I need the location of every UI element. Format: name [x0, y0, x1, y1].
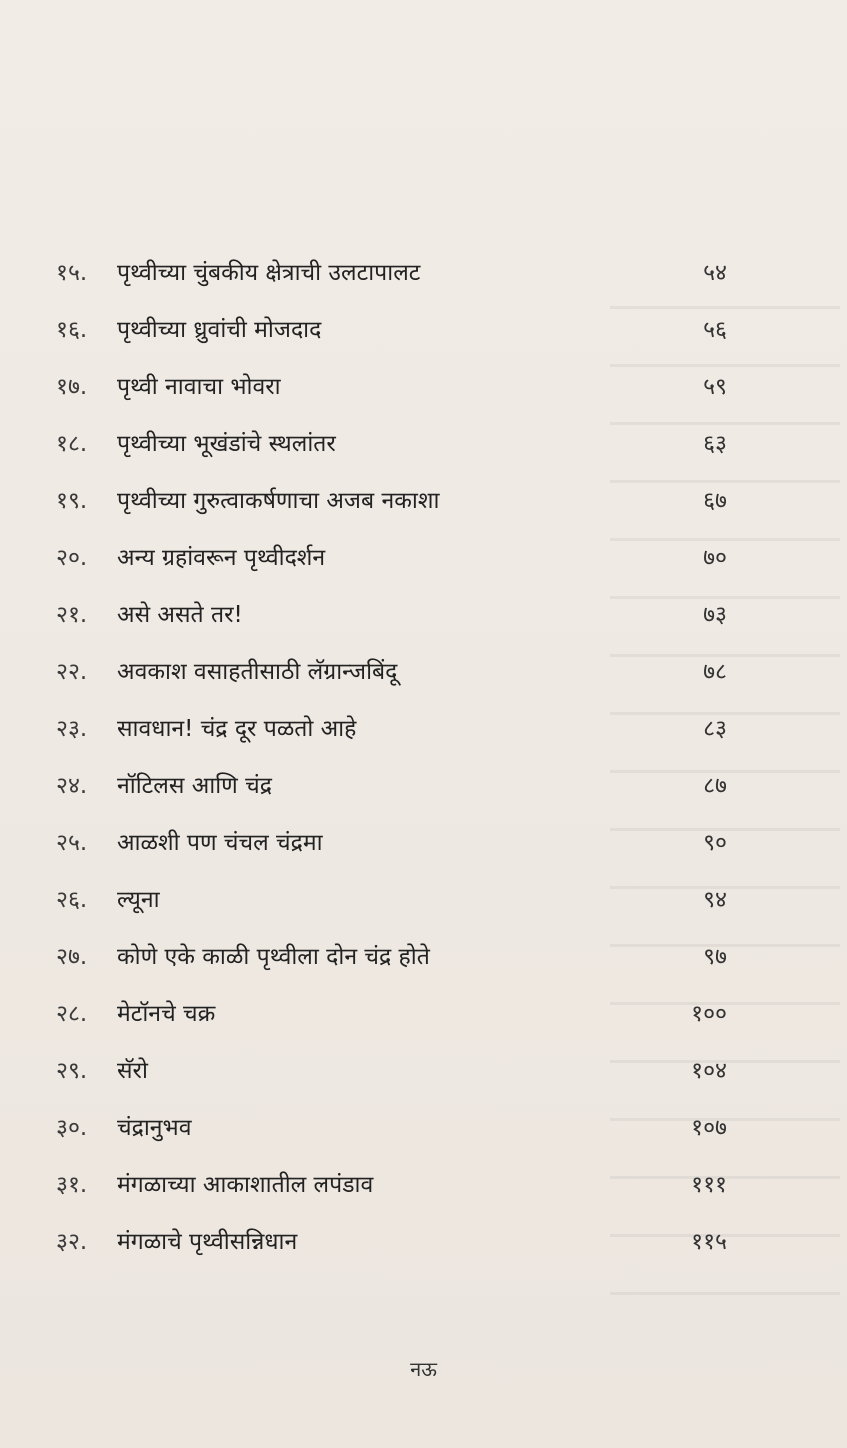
- toc-entry-page: ५४: [703, 260, 727, 286]
- toc-entry-title: आळशी पण चंचल चंद्रमा: [117, 830, 323, 856]
- toc-entry-page: ११५: [691, 1229, 727, 1255]
- toc-entry-page: ५९: [703, 374, 727, 400]
- toc-entry-page: ७८: [703, 659, 727, 685]
- toc-entry: [0, 872, 847, 929]
- toc-entry-number: २२.: [56, 659, 88, 685]
- toc-entry-page: १००: [691, 1001, 727, 1027]
- toc-entry: [0, 416, 847, 473]
- toc-entry-page: ७३: [703, 602, 727, 628]
- toc-entry: [0, 758, 847, 815]
- toc-entry: [0, 1043, 847, 1100]
- toc-entry-page: ९७: [703, 944, 727, 970]
- toc-entry-number: २५.: [56, 830, 88, 856]
- toc-entry-title: पृथ्वीच्या ध्रुवांची मोजदाद: [117, 317, 322, 343]
- toc-entry-number: २९.: [56, 1058, 88, 1084]
- toc-entry: [0, 929, 847, 986]
- toc-entry-title: असे असते तर!: [117, 602, 243, 628]
- toc-entry-page: ६७: [703, 488, 727, 514]
- toc-entry: [0, 587, 847, 644]
- toc-entry-number: २८.: [56, 1001, 88, 1027]
- toc-entry-page: ५६: [703, 317, 727, 343]
- toc-entry: [0, 644, 847, 701]
- toc-entry-page: ९४: [703, 887, 727, 913]
- toc-entry-page: १११: [691, 1172, 727, 1198]
- toc-entry-number: ३२.: [56, 1229, 88, 1255]
- toc-entry: [0, 530, 847, 587]
- toc-entry: [0, 1100, 847, 1157]
- toc-entry-number: २०.: [56, 545, 88, 571]
- toc-entry-title: अवकाश वसाहतीसाठी लॅग्रान्जबिंदू: [117, 659, 398, 685]
- toc-entry-number: २३.: [56, 716, 88, 742]
- toc-entry-number: १९.: [56, 488, 88, 514]
- toc-entry-number: १५.: [56, 260, 88, 286]
- toc-entry-page: १०४: [691, 1058, 727, 1084]
- toc-entry-title: सॅरो: [117, 1058, 148, 1084]
- toc-entry-title: अन्य ग्रहांवरून पृथ्वीदर्शन: [117, 545, 326, 571]
- toc-entry-page: ८७: [703, 773, 727, 799]
- toc-entry: [0, 815, 847, 872]
- toc-entry-title: पृथ्वी नावाचा भोवरा: [117, 374, 281, 400]
- toc-entry-title: नॉटिलस आणि चंद्र: [117, 773, 272, 799]
- toc-entry-title: मंगळाच्या आकाशातील लपंडाव: [117, 1172, 374, 1198]
- toc-entry: [0, 701, 847, 758]
- toc-entry-number: २७.: [56, 944, 88, 970]
- toc-entry: [0, 359, 847, 416]
- toc-entry-title: कोणे एके काळी पृथ्वीला दोन चंद्र होते: [117, 944, 430, 970]
- toc-entry-title: मेटॉनचे चक्र: [117, 1001, 216, 1027]
- toc-entry-title: सावधान! चंद्र दूर पळतो आहे: [117, 716, 357, 742]
- toc-entry-title: पृथ्वीच्या चुंबकीय क्षेत्राची उलटापालट: [117, 260, 421, 286]
- toc-entry-title: पृथ्वीच्या भूखंडांचे स्थलांतर: [117, 431, 336, 457]
- toc-entry: [0, 302, 847, 359]
- toc-entry: [0, 473, 847, 530]
- toc-entry-number: २६.: [56, 887, 88, 913]
- toc-entry-page: ६३: [703, 431, 727, 457]
- toc-entry-number: ३०.: [56, 1115, 88, 1141]
- table-of-contents: [0, 245, 847, 1271]
- toc-entry-page: १०७: [691, 1115, 727, 1141]
- toc-entry-number: २४.: [56, 773, 88, 799]
- toc-entry-page: ८३: [703, 716, 727, 742]
- toc-entry-title: चंद्रानुभव: [117, 1115, 192, 1141]
- toc-entry-title: ल्यूना: [117, 887, 160, 913]
- toc-entry-number: १८.: [56, 431, 88, 457]
- toc-entry: [0, 986, 847, 1043]
- toc-entry-title: मंगळाचे पृथ्वीसन्निधान: [117, 1229, 298, 1255]
- page-number-footer: नऊ: [410, 1357, 437, 1381]
- toc-entry: [0, 1157, 847, 1214]
- toc-entry-number: २१.: [56, 602, 88, 628]
- toc-entry-number: १६.: [56, 317, 88, 343]
- toc-entry-number: १७.: [56, 374, 88, 400]
- toc-entry: [0, 1214, 847, 1271]
- toc-entry-page: ९०: [703, 830, 727, 856]
- toc-entry-page: ७०: [703, 545, 727, 571]
- toc-entry-number: ३१.: [56, 1172, 88, 1198]
- toc-entry-title: पृथ्वीच्या गुरुत्वाकर्षणाचा अजब नकाशा: [117, 488, 440, 514]
- toc-entry: [0, 245, 847, 302]
